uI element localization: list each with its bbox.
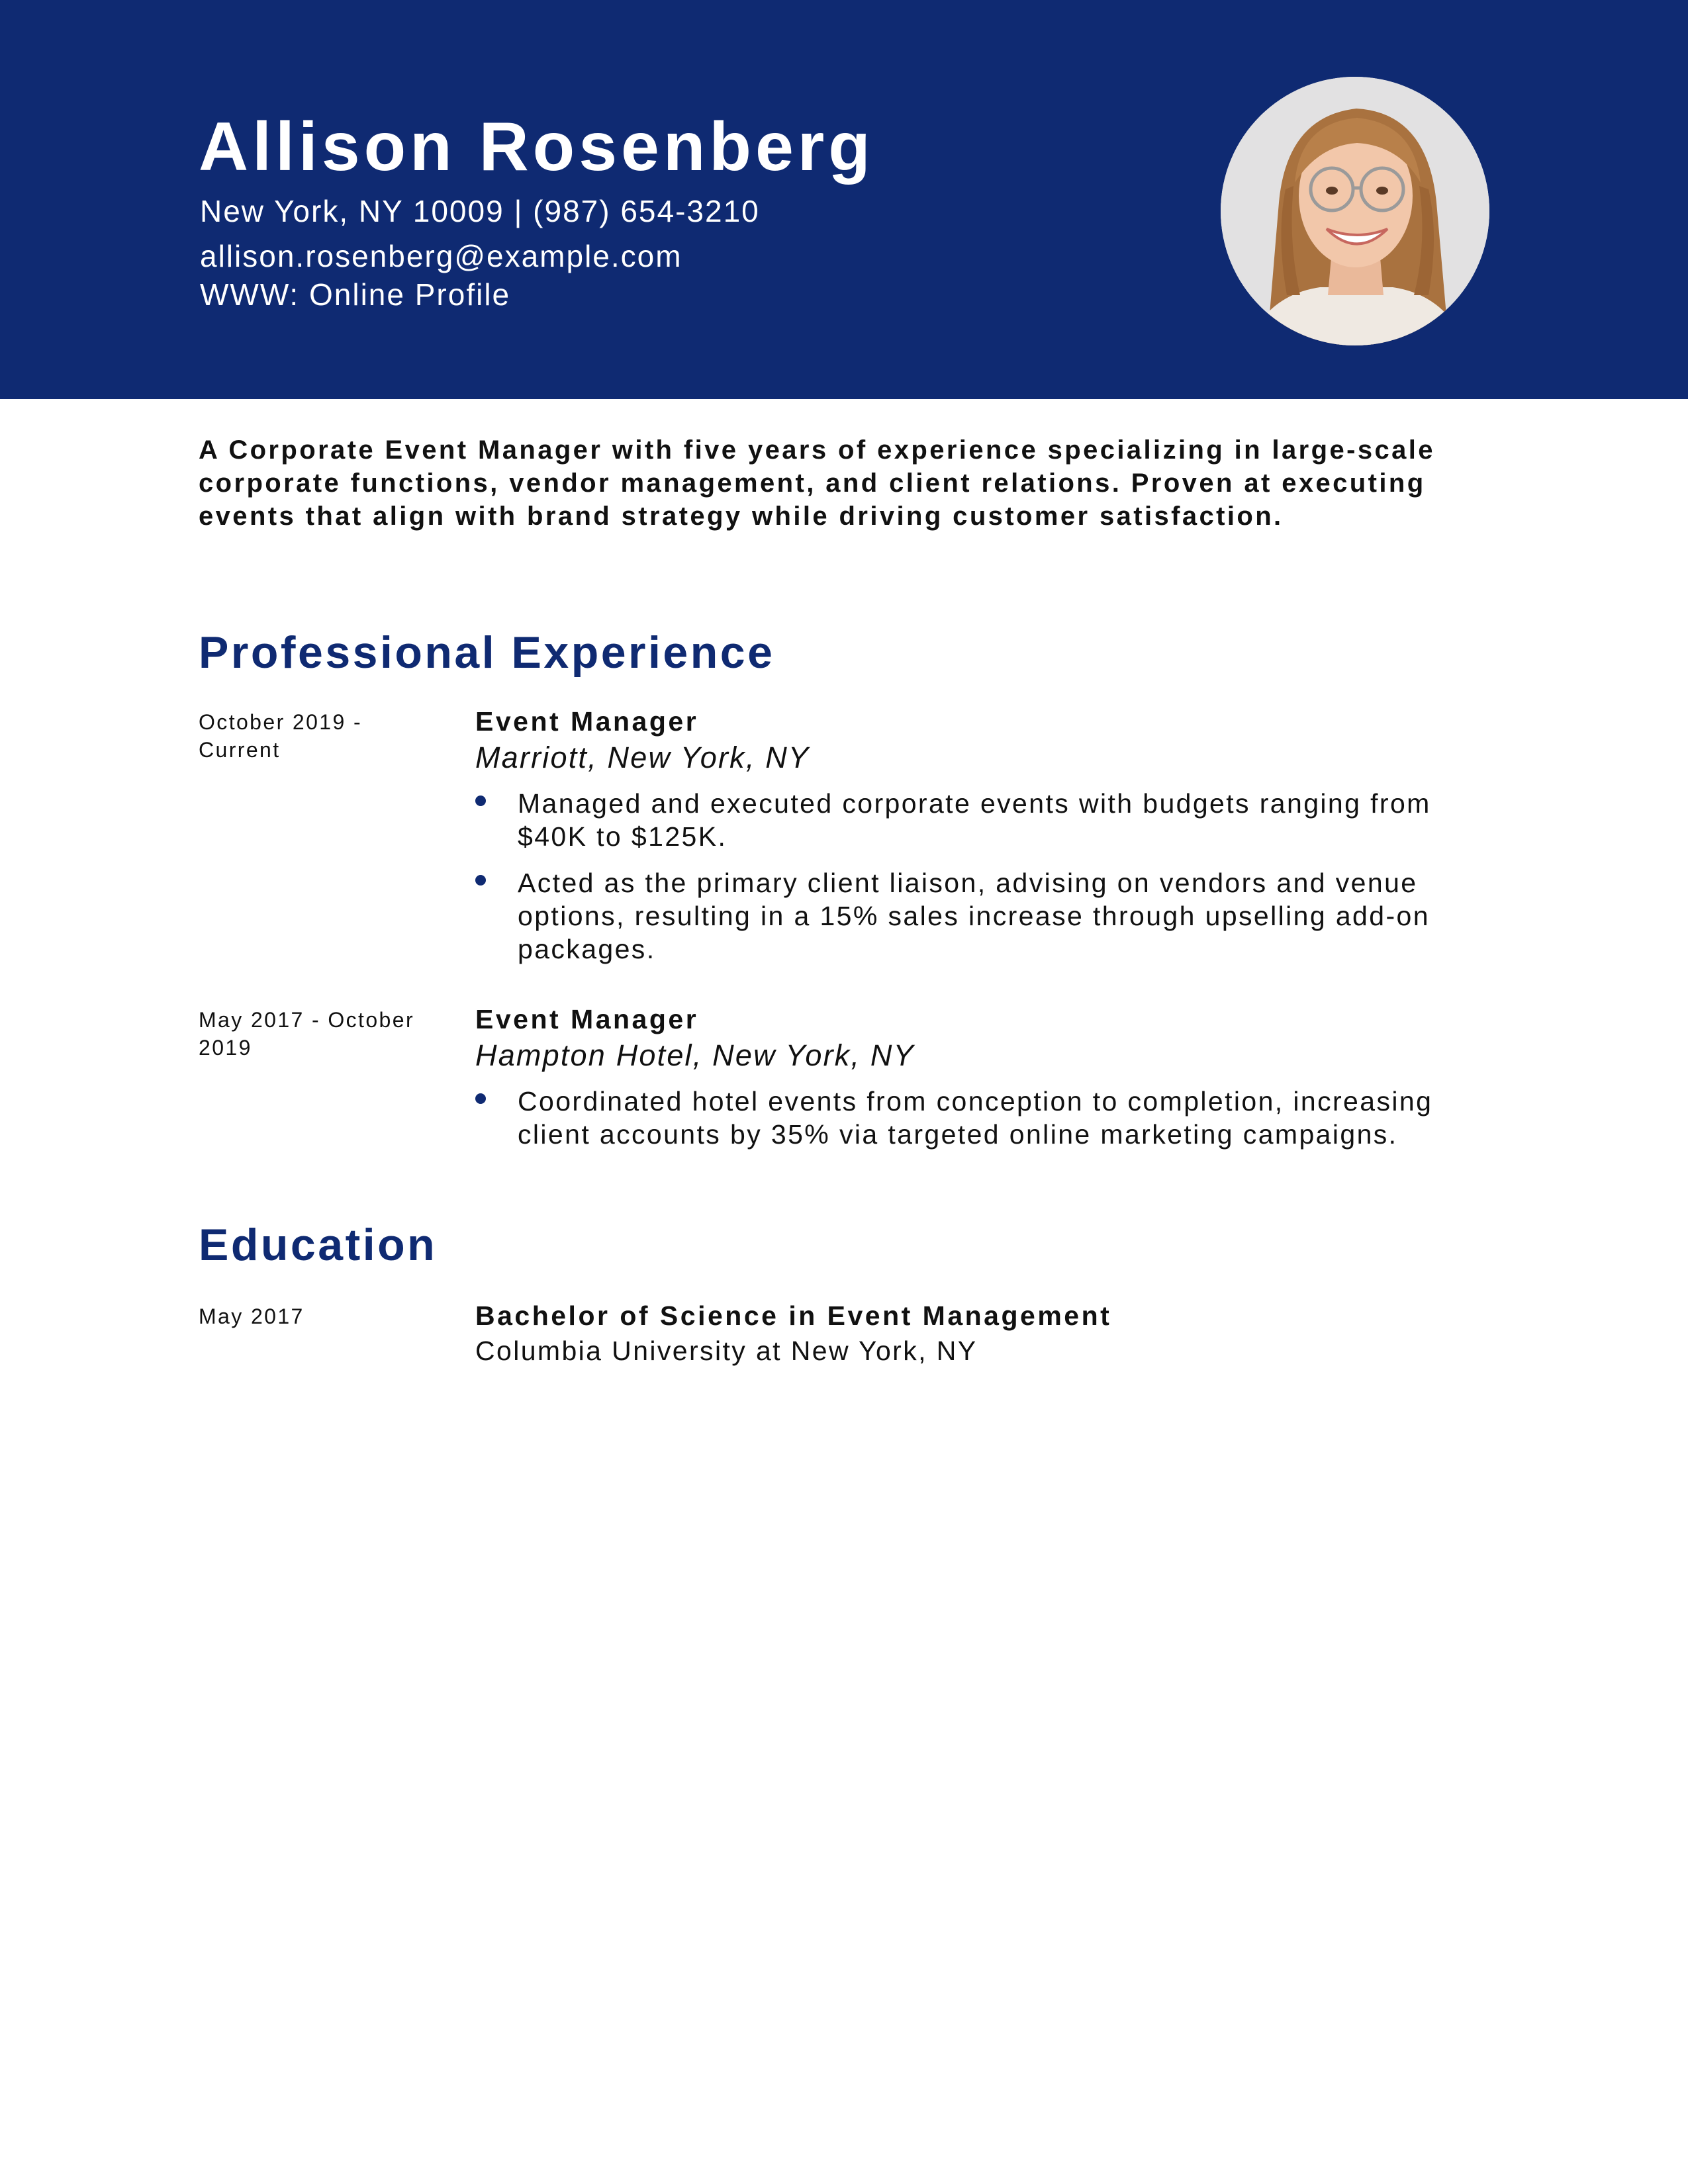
- education-entry: [475, 1299, 1481, 1369]
- bullet-icon: [475, 796, 486, 806]
- online-profile-link[interactable]: WWW: Online Profile: [200, 277, 511, 312]
- professional-summary: A Corporate Event Manager with five years of experience specializing in large-scale corporate functions, vendor management, and client relations. Proven at executing events that align with brand strategy while driving customer satisfaction.: [199, 435, 1435, 531]
- job-company: Marriott, New York, NY: [475, 741, 810, 774]
- bullet-text: Coordinated hotel events from conception to completion, increasing client accounts by 35% via targeted online marketing campaigns.: [518, 1086, 1433, 1150]
- job-dates: October 2019 - Current: [199, 710, 363, 762]
- header-banner: [0, 0, 1688, 399]
- candidate-name: Allison Rosenberg: [199, 109, 874, 185]
- degree-title: Bachelor of Science in Event Management: [475, 1300, 1112, 1331]
- job-entry: [475, 1003, 1481, 1164]
- list-item: [475, 1085, 1481, 1151]
- bullet-text: Managed and executed corporate events with budgets ranging from $40K to $125K.: [518, 788, 1431, 852]
- list-item: [475, 866, 1481, 966]
- profile-photo: [1221, 77, 1489, 345]
- job-company: Hampton Hotel, New York, NY: [475, 1038, 915, 1072]
- job-bullets: [475, 1085, 1481, 1151]
- education-heading: Education: [199, 1220, 438, 1270]
- job-dates: May 2017 - October 2019: [199, 1008, 414, 1060]
- education-date: May 2017: [199, 1304, 305, 1328]
- job-bullets: [475, 787, 1481, 966]
- job-title: Event Manager: [475, 1004, 699, 1034]
- job-title: Event Manager: [475, 706, 699, 737]
- school-name: Columbia University at New York, NY: [475, 1336, 978, 1366]
- email-address[interactable]: allison.rosenberg@example.com: [200, 239, 682, 273]
- bullet-icon: [475, 1093, 486, 1104]
- location-phone: New York, NY 10009 | (987) 654-3210: [200, 194, 760, 228]
- list-item: [475, 787, 1481, 853]
- bullet-icon: [475, 875, 486, 886]
- job-entry: [475, 705, 1481, 979]
- experience-heading: Professional Experience: [199, 627, 775, 678]
- bullet-text: Acted as the primary client liaison, advising on vendors and venue options, resulting in a 15% sales increase through upselling add-on packages.: [518, 868, 1430, 964]
